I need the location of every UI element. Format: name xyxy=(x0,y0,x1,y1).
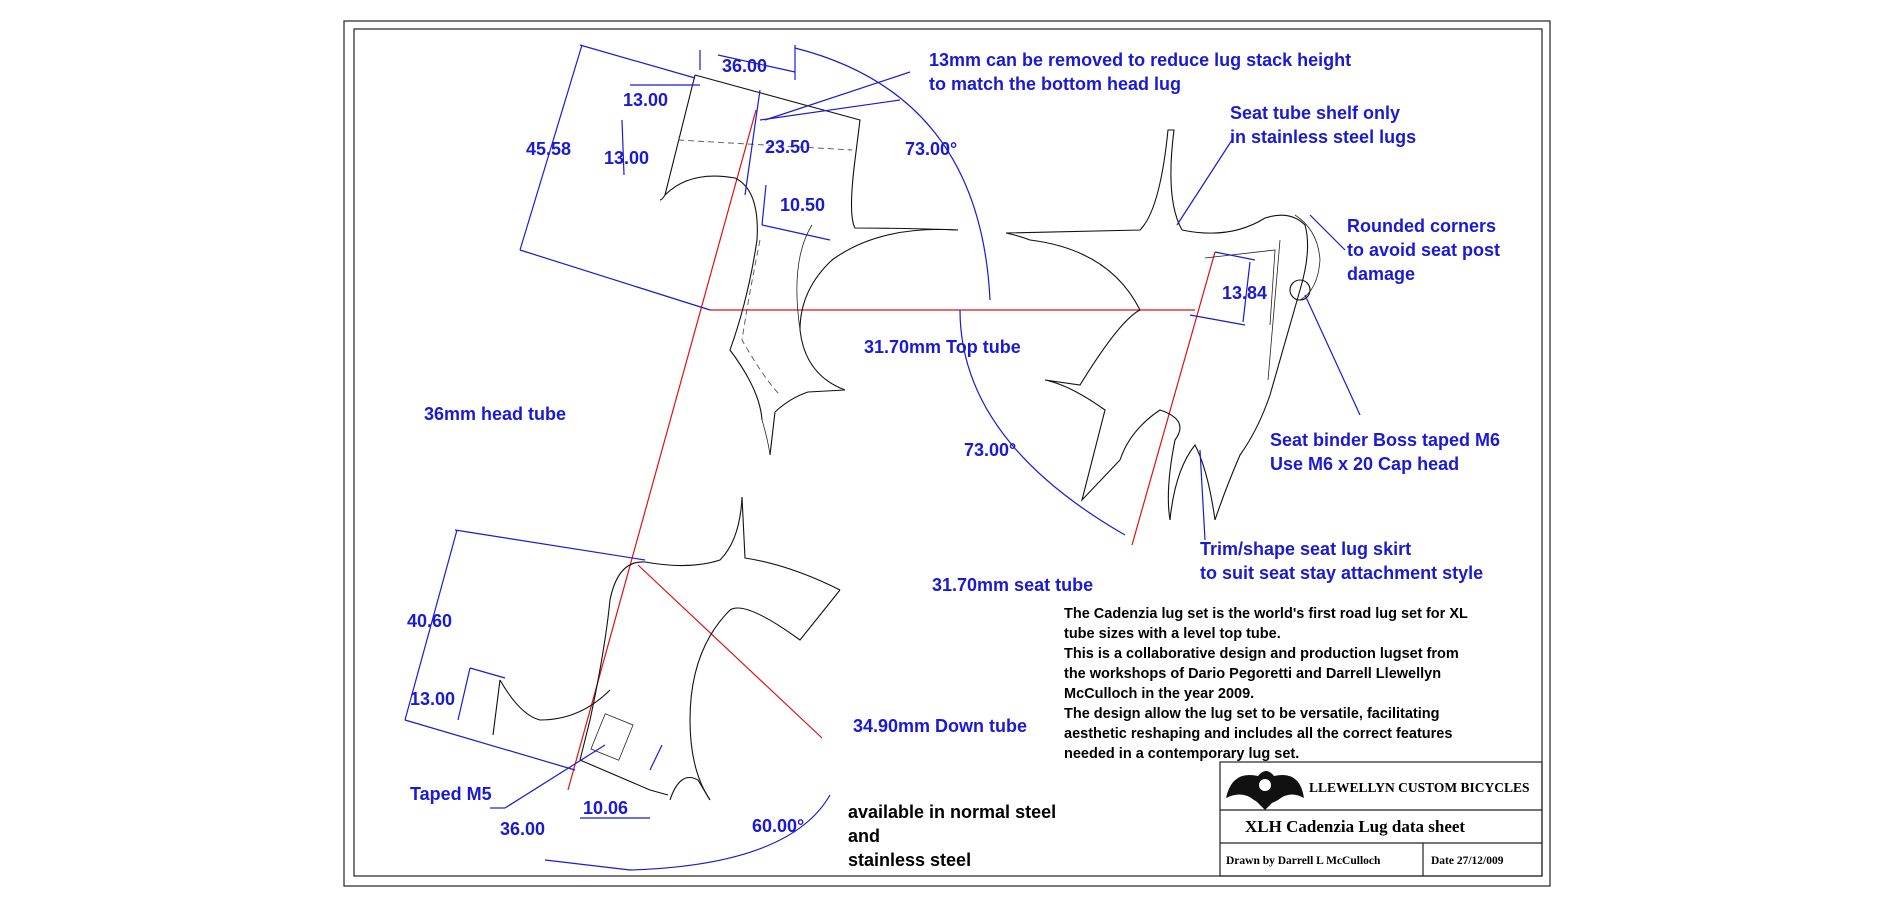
note-trim-1: Trim/shape seat lug skirt xyxy=(1200,539,1412,559)
head-lug-top xyxy=(660,75,958,455)
description-line-1: The Cadenzia lug set is the world's first road lug set for XL xyxy=(1064,606,1468,622)
note-stack-height-2: to match the bottom head lug xyxy=(929,74,1181,94)
label-seat-tube: 31.70mm seat tube xyxy=(932,575,1094,595)
dim-10-50: 10.50 xyxy=(780,195,826,215)
description-line-2: tube sizes with a level top tube. xyxy=(1064,626,1281,642)
sheet-title: XLH Cadenzia Lug data sheet xyxy=(1245,817,1466,836)
description-line-8: needed in a contemporary lug set. xyxy=(1064,746,1300,762)
note-trim-2: to suit seat stay attachment style xyxy=(1200,563,1484,583)
description-line-6: The design allow the lug set to be versatile, facilitating xyxy=(1064,706,1440,722)
label-head-tube: 36mm head tube xyxy=(424,404,567,424)
dim-73-bottom: 73.00° xyxy=(964,440,1017,460)
note-binder-2: Use M6 x 20 Cap head xyxy=(1270,454,1460,474)
dim-40-60: 40.60 xyxy=(407,611,453,631)
dim-13-84: 13.84 xyxy=(1222,283,1268,303)
note-binder-1: Seat binder Boss taped M6 xyxy=(1270,430,1501,450)
head-lug-bottom xyxy=(493,497,840,800)
dim-13-c: 13.00 xyxy=(410,689,456,709)
description-line-3: This is a collaborative design and production lugset from xyxy=(1064,646,1459,662)
dim-36-bottom: 36.00 xyxy=(500,819,546,839)
note-rounded-3: damage xyxy=(1347,264,1416,284)
dim-73-top: 73.00° xyxy=(905,139,958,159)
note-stack-height-1: 13mm can be removed to reduce lug stack height xyxy=(929,50,1352,70)
description-line-7: aesthetic reshaping and includes all the correct features xyxy=(1064,726,1453,742)
drawing-date: Date 27/12/009 xyxy=(1431,855,1504,867)
dim-23-50: 23.50 xyxy=(765,137,811,157)
dim-13-b: 13.00 xyxy=(604,148,650,168)
description-line-4: the workshops of Dario Pegoretti and Darrell Llewellyn xyxy=(1064,666,1442,682)
dim-45-58: 45.58 xyxy=(526,139,572,159)
availability-line-1: available in normal steel xyxy=(848,802,1057,822)
note-shelf-1: Seat tube shelf only xyxy=(1230,103,1401,123)
availability-line-3: stainless steel xyxy=(848,850,972,870)
dim-36-top: 36.00 xyxy=(722,56,768,76)
company-name: LLEWELLYN CUSTOM BICYCLES xyxy=(1309,780,1530,795)
dim-13-a: 13.00 xyxy=(623,90,669,110)
llewellyn-logo-icon xyxy=(1226,771,1304,810)
note-shelf-2: in stainless steel lugs xyxy=(1230,127,1417,147)
label-taped-m5: Taped M5 xyxy=(410,784,492,804)
dim-60: 60.00° xyxy=(752,816,805,836)
note-rounded-1: Rounded corners xyxy=(1347,216,1497,236)
title-block xyxy=(1220,762,1542,876)
description-line-5: McCulloch in the year 2009. xyxy=(1064,686,1255,702)
label-top-tube: 31.70mm Top tube xyxy=(864,337,1021,357)
note-rounded-2: to avoid seat post xyxy=(1347,240,1501,260)
availability-line-2: and xyxy=(848,826,881,846)
label-down-tube: 34.90mm Down tube xyxy=(853,716,1028,736)
dim-10-06: 10.06 xyxy=(583,798,629,818)
drawn-by: Drawn by Darrell L McCulloch xyxy=(1226,855,1381,867)
